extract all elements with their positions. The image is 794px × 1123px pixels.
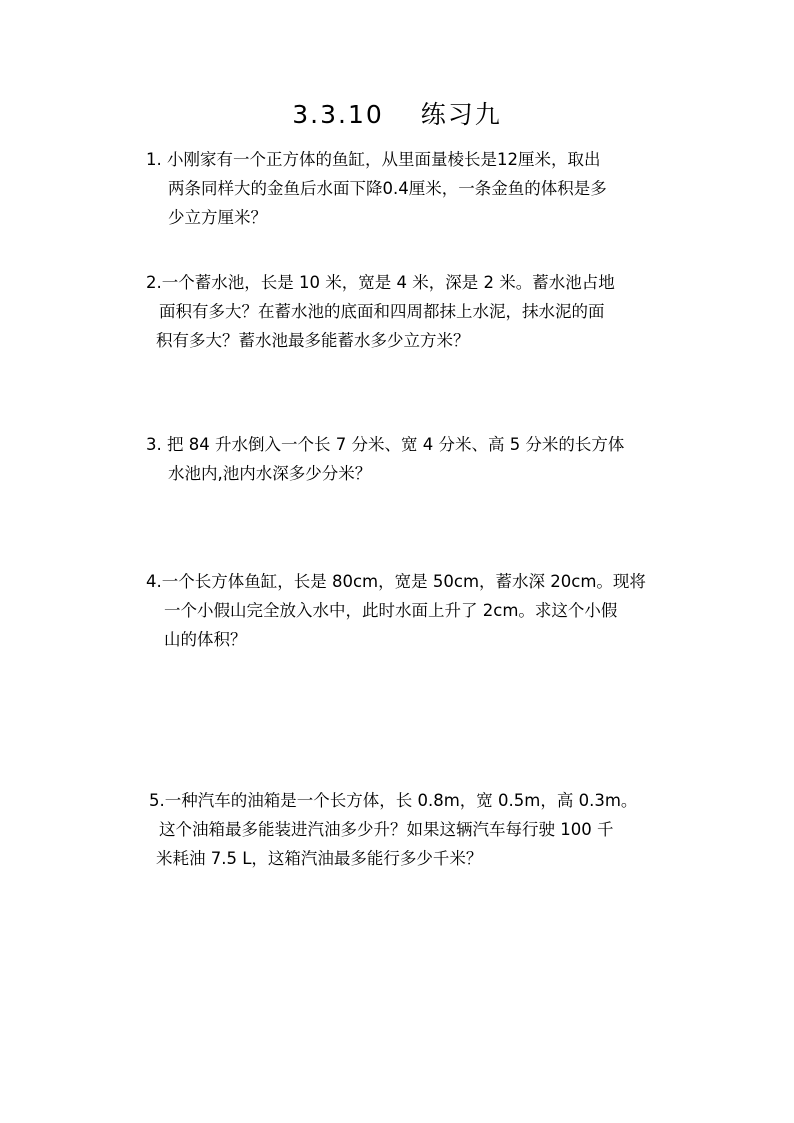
page-title: 3.3.10 练习九: [292, 100, 502, 129]
problem-2-line-1: 2.一个蓄水池，长是 10 米，宽是 4 米，深是 2 米。蓄水池占地: [146, 273, 615, 292]
problem-2-line-2: 面积有多大？在蓄水池的底面和四周都抹上水泥，抹水泥的面: [159, 302, 605, 321]
problem-3: [146, 430, 676, 488]
problem-3-line-2: 水池内,池内水深多少分米？: [168, 464, 372, 483]
problem-5-line-1: 5.一种汽车的油箱是一个长方体，长 0.8m，宽 0.5m，高 0.3m。: [149, 791, 638, 810]
problem-3-line-1: 3. 把 84 升水倒入一个长 7 分米、宽 4 分米、高 5 分米的长方体: [146, 435, 625, 454]
problem-5-line-2: 这个油箱最多能装进汽油多少升？如果这辆汽车每行驶 100 千: [159, 820, 614, 839]
problem-2-line-3: 积有多大？蓄水池最多能蓄水多少立方米？: [156, 331, 470, 350]
problem-4-line-2: 一个小假山完全放入水中，此时水面上升了 2cm。求这个小假: [164, 601, 618, 620]
problem-5: [146, 786, 676, 873]
problem-2: [146, 268, 676, 355]
problem-5-line-3: 米耗油 7.5 L，这箱汽油最多能行多少千米？: [156, 849, 483, 868]
problem-4-line-1: 4.一个长方体鱼缸，长是 80cm，宽是 50cm，蓄水深 20cm。现将: [146, 572, 646, 591]
problem-1: [146, 145, 676, 232]
problem-1-line-1: 1. 小刚家有一个正方体的鱼缸，从里面量棱长是12厘米，取出: [146, 150, 601, 169]
problem-4: [146, 567, 676, 654]
problem-1-line-3: 少立方厘米？: [168, 208, 267, 227]
problem-4-line-3: 山的体积？: [164, 630, 247, 649]
problem-1-line-2: 两条同样大的金鱼后水面下降0.4厘米，一条金鱼的体积是多: [168, 179, 607, 198]
